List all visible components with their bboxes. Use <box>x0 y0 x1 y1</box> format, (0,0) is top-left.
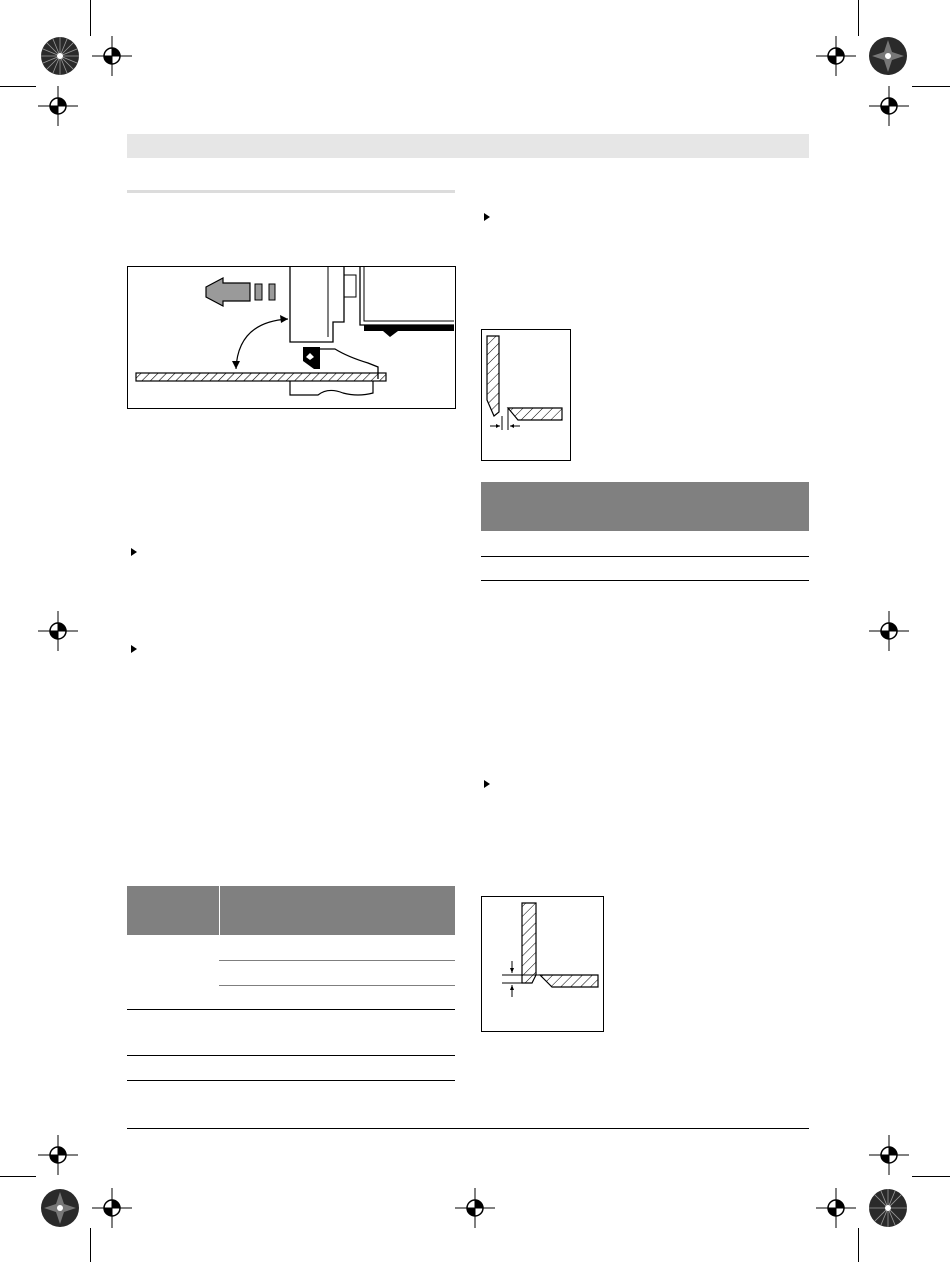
table-bottom-rule <box>127 1080 455 1081</box>
feed-direction-arrow-icon <box>206 278 275 306</box>
bit-offset-horizontal-figure <box>481 329 571 461</box>
table-row-divider <box>127 1055 455 1056</box>
table-bottom-rule <box>481 580 809 581</box>
table-row-divider <box>219 985 455 986</box>
trim-line <box>858 0 859 36</box>
crosshair-registration-icon <box>92 1188 132 1228</box>
color-wheel-registration-icon <box>868 36 908 76</box>
bullet-marker-icon <box>484 213 490 221</box>
crosshair-registration-icon <box>455 1188 495 1228</box>
bit-offset-vertical-figure <box>481 896 604 1032</box>
bullet-marker-icon <box>484 780 490 788</box>
crosshair-registration-icon <box>869 611 909 651</box>
crosshair-registration-icon <box>869 1135 909 1175</box>
router-direction-figure <box>127 266 456 409</box>
color-wheel-registration-icon <box>868 1188 908 1228</box>
table-row-divider <box>219 960 455 961</box>
section-rule <box>127 190 455 193</box>
left-table-header-divider <box>219 886 220 935</box>
trim-line <box>912 1176 950 1177</box>
bullet-marker-icon <box>131 645 137 653</box>
crosshair-registration-icon <box>816 36 856 76</box>
left-table-header <box>127 886 455 935</box>
crosshair-registration-icon <box>38 86 78 126</box>
table-row-divider <box>127 1009 455 1010</box>
trim-line <box>90 1228 91 1262</box>
crosshair-registration-icon <box>38 1135 78 1175</box>
crosshair-registration-icon <box>816 1188 856 1228</box>
page-header-bar <box>127 134 809 158</box>
crosshair-registration-icon <box>38 611 78 651</box>
trim-line <box>0 86 36 87</box>
crosshair-registration-icon <box>869 86 909 126</box>
table-row-divider <box>481 556 809 557</box>
color-wheel-registration-icon <box>40 36 80 76</box>
trim-line <box>858 1228 859 1262</box>
right-table-header <box>481 482 809 531</box>
trim-line <box>90 0 91 36</box>
color-wheel-registration-icon <box>40 1188 80 1228</box>
trim-line <box>912 86 950 87</box>
bullet-marker-icon <box>131 548 137 556</box>
footer-rule <box>127 1128 809 1129</box>
trim-line <box>0 1176 36 1177</box>
crosshair-registration-icon <box>92 36 132 76</box>
